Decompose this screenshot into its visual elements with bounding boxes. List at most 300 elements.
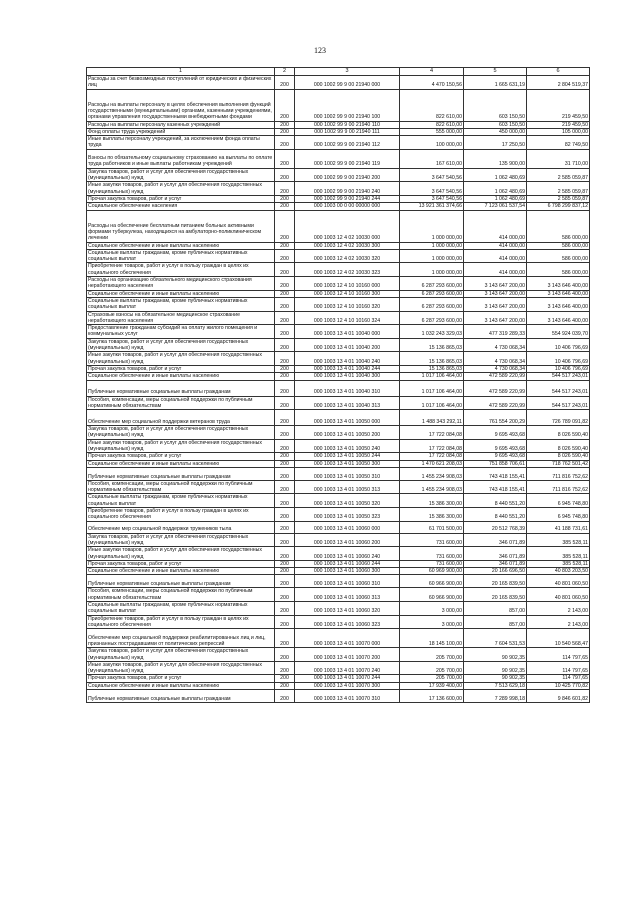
line-code-cell: 200 [275, 575, 295, 588]
unexecuted-amount-cell: 2 585 059,87 [527, 182, 590, 196]
table-row [87, 203, 590, 210]
unexecuted-amount-cell: 114 797,65 [527, 648, 590, 662]
approved-amount-cell: 731 600,00 [400, 533, 464, 547]
table-row [87, 249, 590, 263]
executed-amount-cell: 7 289 998,18 [464, 690, 527, 703]
classification-code-cell: 000 1002 99 9 00 21940 000 [295, 76, 400, 90]
executed-amount-cell: 743 418 155,41 [464, 467, 527, 480]
approved-amount-cell: 15 136 865,03 [400, 338, 464, 352]
budget-execution-table [86, 67, 590, 703]
approved-amount-cell: 1 000 000,00 [400, 242, 464, 249]
line-code-cell: 200 [275, 249, 295, 263]
classification-code-cell: 000 1003 13 4 01 10070 200 [295, 648, 400, 662]
approved-amount-cell: 3 647 540,56 [400, 195, 464, 202]
executed-amount-cell: 857,00 [464, 602, 527, 616]
row-name-cell: Социальные выплаты гражданам, кроме публичных нормативных социальных выплат [87, 602, 275, 616]
executed-amount-cell: 20 166 696,50 [464, 568, 527, 575]
approved-amount-cell: 6 287 293 600,00 [400, 311, 464, 325]
approved-amount-cell: 1 488 343 292,11 [400, 410, 464, 426]
approved-amount-cell: 167 610,00 [400, 149, 464, 168]
unexecuted-amount-cell: 586 000,00 [527, 242, 590, 249]
classification-code-cell: 000 1003 13 4 01 10060 300 [295, 568, 400, 575]
classification-code-cell: 000 1003 13 4 01 10050 313 [295, 480, 400, 494]
line-code-cell: 200 [275, 453, 295, 460]
executed-amount-cell: 414 000,00 [464, 249, 527, 263]
approved-amount-cell: 6 287 293 600,00 [400, 290, 464, 297]
line-code-cell: 200 [275, 168, 295, 182]
approved-amount-cell: 731 600,00 [400, 547, 464, 561]
approved-amount-cell: 731 600,00 [400, 560, 464, 567]
approved-amount-cell: 205 700,00 [400, 661, 464, 675]
line-code-cell: 200 [275, 76, 295, 90]
line-code-cell: 200 [275, 467, 295, 480]
executed-amount-cell: 414 000,00 [464, 242, 527, 249]
table-row [87, 533, 590, 547]
table-row [87, 128, 590, 135]
classification-code-cell: 000 1002 99 9 00 21940 200 [295, 168, 400, 182]
line-code-cell: 200 [275, 242, 295, 249]
approved-amount-cell: 3 000,00 [400, 615, 464, 629]
table-row [87, 521, 590, 533]
table-row [87, 439, 590, 453]
approved-amount-cell: 1 000 000,00 [400, 210, 464, 242]
table-row [87, 629, 590, 648]
line-code-cell: 200 [275, 508, 295, 522]
classification-code-cell: 000 1003 13 4 01 10060 313 [295, 588, 400, 602]
classification-code-cell: 000 1003 13 4 01 10070 300 [295, 682, 400, 689]
executed-amount-cell: 4 730 068,34 [464, 365, 527, 372]
approved-amount-cell: 60 966 900,00 [400, 588, 464, 602]
line-code-cell: 200 [275, 182, 295, 196]
table-row [87, 568, 590, 575]
executed-amount-cell: 761 554 200,29 [464, 410, 527, 426]
unexecuted-amount-cell: 114 797,65 [527, 661, 590, 675]
classification-code-cell: 000 1003 13 4 01 10040 313 [295, 396, 400, 410]
approved-amount-cell: 60 966 900,00 [400, 575, 464, 588]
executed-amount-cell: 135 900,00 [464, 149, 527, 168]
row-name-cell: Приобретение товаров, работ и услуг в пользу граждан в целях их социального обеспечения [87, 263, 275, 277]
table-row [87, 508, 590, 522]
approved-amount-cell: 205 700,00 [400, 648, 464, 662]
row-name-cell: Прочая закупка товаров, работ и услуг [87, 560, 275, 567]
row-name-cell: Социальное обеспечение и иные выплаты населению [87, 460, 275, 467]
table-row [87, 426, 590, 440]
approved-amount-cell: 17 939 400,00 [400, 682, 464, 689]
line-code-cell: 200 [275, 338, 295, 352]
column-number-row [87, 68, 590, 76]
column-number-cell: 3 [295, 68, 400, 76]
line-code-cell: 200 [275, 615, 295, 629]
unexecuted-amount-cell: 711 816 752,62 [527, 467, 590, 480]
unexecuted-amount-cell: 82 749,50 [527, 136, 590, 150]
line-code-cell: 200 [275, 380, 295, 396]
line-code-cell: 200 [275, 203, 295, 210]
line-code-cell: 200 [275, 588, 295, 602]
table-row [87, 373, 590, 380]
executed-amount-cell: 20 165 839,50 [464, 588, 527, 602]
executed-amount-cell: 4 730 068,34 [464, 338, 527, 352]
table-row [87, 602, 590, 616]
classification-code-cell: 000 1003 12 4 10 10160 300 [295, 290, 400, 297]
classification-code-cell: 000 1003 13 4 01 10050 200 [295, 426, 400, 440]
row-name-cell: Социальное обеспечение и иные выплаты населению [87, 290, 275, 297]
approved-amount-cell: 1 000 000,00 [400, 263, 464, 277]
row-name-cell: Расходы на организацию обязательного медицинского страхования неработающего населения [87, 277, 275, 291]
line-code-cell: 200 [275, 277, 295, 291]
table-row [87, 690, 590, 703]
table-row [87, 210, 590, 242]
unexecuted-amount-cell: 219 459,50 [527, 89, 590, 121]
table-row [87, 682, 590, 689]
classification-code-cell: 000 1003 13 4 01 10060 240 [295, 547, 400, 561]
executed-amount-cell: 7 513 629,18 [464, 682, 527, 689]
line-code-cell: 200 [275, 121, 295, 128]
approved-amount-cell: 1 455 234 908,03 [400, 480, 464, 494]
classification-code-cell: 000 1003 13 4 01 10070 240 [295, 661, 400, 675]
classification-code-cell: 000 1003 12 4 10 10160 324 [295, 311, 400, 325]
unexecuted-amount-cell: 8 026 590,40 [527, 439, 590, 453]
line-code-cell: 200 [275, 365, 295, 372]
unexecuted-amount-cell: 554 924 039,70 [527, 325, 590, 339]
classification-code-cell: 000 1002 99 9 00 21940 244 [295, 195, 400, 202]
unexecuted-amount-cell: 718 762 501,42 [527, 460, 590, 467]
unexecuted-amount-cell: 544 517 243,01 [527, 380, 590, 396]
approved-amount-cell: 17 722 084,08 [400, 453, 464, 460]
line-code-cell: 200 [275, 195, 295, 202]
table-row [87, 365, 590, 372]
classification-code-cell: 000 1002 99 9 00 21940 100 [295, 89, 400, 121]
approved-amount-cell: 1 017 106 464,00 [400, 373, 464, 380]
executed-amount-cell: 472 589 220,99 [464, 380, 527, 396]
executed-amount-cell: 9 695 493,68 [464, 439, 527, 453]
approved-amount-cell: 100 000,00 [400, 136, 464, 150]
row-name-cell: Социальные выплаты гражданам, кроме публичных нормативных социальных выплат [87, 297, 275, 311]
table-row [87, 547, 590, 561]
executed-amount-cell: 603 150,50 [464, 121, 527, 128]
approved-amount-cell: 555 000,00 [400, 128, 464, 135]
table-row [87, 297, 590, 311]
approved-amount-cell: 6 287 293 600,00 [400, 297, 464, 311]
executed-amount-cell: 1 062 480,69 [464, 168, 527, 182]
line-code-cell: 200 [275, 149, 295, 168]
classification-code-cell: 000 1003 13 4 01 10050 240 [295, 439, 400, 453]
row-name-cell: Публичные нормативные социальные выплаты гражданам [87, 380, 275, 396]
unexecuted-amount-cell: 6 945 748,80 [527, 494, 590, 508]
unexecuted-amount-cell: 6 945 748,80 [527, 508, 590, 522]
line-code-cell: 200 [275, 352, 295, 366]
unexecuted-amount-cell: 114 797,65 [527, 675, 590, 682]
approved-amount-cell: 3 647 540,56 [400, 182, 464, 196]
row-name-cell: Социальное обеспечение и иные выплаты населению [87, 682, 275, 689]
approved-amount-cell: 13 921 361 374,66 [400, 203, 464, 210]
classification-code-cell: 000 1003 13 4 01 10050 320 [295, 494, 400, 508]
approved-amount-cell: 15 136 865,03 [400, 365, 464, 372]
unexecuted-amount-cell: 3 143 646 400,00 [527, 297, 590, 311]
unexecuted-amount-cell: 544 517 243,01 [527, 373, 590, 380]
row-name-cell: Приобретение товаров, работ и услуг в пользу граждан в целях их социального обеспечения [87, 508, 275, 522]
table-row [87, 195, 590, 202]
classification-code-cell: 000 1003 12 4 02 10030 000 [295, 210, 400, 242]
line-code-cell: 200 [275, 568, 295, 575]
table-row [87, 149, 590, 168]
unexecuted-amount-cell: 586 000,00 [527, 210, 590, 242]
executed-amount-cell: 346 071,89 [464, 560, 527, 567]
row-name-cell: Иные закупки товаров, работ и услуг для обеспечения государственных (муниципальных) нужд [87, 661, 275, 675]
approved-amount-cell: 822 610,00 [400, 121, 464, 128]
row-name-cell: Прочая закупка товаров, работ и услуг [87, 675, 275, 682]
executed-amount-cell: 4 730 068,34 [464, 352, 527, 366]
row-name-cell: Фонд оплаты труда учреждений [87, 128, 275, 135]
table-row [87, 480, 590, 494]
unexecuted-amount-cell: 8 026 590,40 [527, 453, 590, 460]
executed-amount-cell: 8 440 551,20 [464, 508, 527, 522]
unexecuted-amount-cell: 105 000,00 [527, 128, 590, 135]
unexecuted-amount-cell: 3 143 646 400,00 [527, 290, 590, 297]
unexecuted-amount-cell: 2 804 519,37 [527, 76, 590, 90]
row-name-cell: Прочая закупка товаров, работ и услуг [87, 453, 275, 460]
approved-amount-cell: 60 969 900,00 [400, 568, 464, 575]
row-name-cell: Иные закупки товаров, работ и услуг для обеспечения государственных (муниципальных) нужд [87, 182, 275, 196]
executed-amount-cell: 3 143 647 200,00 [464, 311, 527, 325]
executed-amount-cell: 9 695 493,68 [464, 453, 527, 460]
executed-amount-cell: 9 695 493,68 [464, 426, 527, 440]
unexecuted-amount-cell: 10 406 796,69 [527, 365, 590, 372]
unexecuted-amount-cell: 726 789 091,82 [527, 410, 590, 426]
table-row [87, 615, 590, 629]
unexecuted-amount-cell: 544 517 243,01 [527, 396, 590, 410]
unexecuted-amount-cell: 385 528,11 [527, 560, 590, 567]
table-row [87, 242, 590, 249]
row-name-cell: Публичные нормативные социальные выплаты гражданам [87, 467, 275, 480]
classification-code-cell: 000 1003 12 4 02 10030 323 [295, 263, 400, 277]
line-code-cell: 200 [275, 439, 295, 453]
row-name-cell: Закупка товаров, работ и услуг для обеспечения государственных (муниципальных) нужд [87, 648, 275, 662]
unexecuted-amount-cell: 40 801 060,50 [527, 588, 590, 602]
executed-amount-cell: 603 150,50 [464, 89, 527, 121]
table-row [87, 277, 590, 291]
table-row [87, 380, 590, 396]
approved-amount-cell: 6 287 293 600,00 [400, 277, 464, 291]
table-row [87, 76, 590, 90]
table-row [87, 352, 590, 366]
row-name-cell: Иные закупки товаров, работ и услуг для обеспечения государственных (муниципальных) нужд [87, 439, 275, 453]
executed-amount-cell: 414 000,00 [464, 263, 527, 277]
column-number-cell: 1 [87, 68, 275, 76]
table-row [87, 136, 590, 150]
row-name-cell: Социальное обеспечение и иные выплаты населению [87, 568, 275, 575]
line-code-cell: 200 [275, 629, 295, 648]
table-row [87, 311, 590, 325]
approved-amount-cell: 205 700,00 [400, 675, 464, 682]
unexecuted-amount-cell: 711 816 752,62 [527, 480, 590, 494]
unexecuted-amount-cell: 6 798 299 837,12 [527, 203, 590, 210]
line-code-cell: 200 [275, 373, 295, 380]
unexecuted-amount-cell: 10 406 796,69 [527, 352, 590, 366]
row-name-cell: Взносы по обязательному социальному страхованию на выплаты по оплате труда работников и иные выплаты работникам учреждений [87, 149, 275, 168]
table-row [87, 182, 590, 196]
unexecuted-amount-cell: 3 143 646 400,00 [527, 311, 590, 325]
line-code-cell: 200 [275, 690, 295, 703]
row-name-cell: Социальные выплаты гражданам, кроме публичных нормативных социальных выплат [87, 249, 275, 263]
approved-amount-cell: 17 136 600,00 [400, 690, 464, 703]
approved-amount-cell: 3 000,00 [400, 602, 464, 616]
column-number-cell: 2 [275, 68, 295, 76]
unexecuted-amount-cell: 40 801 060,50 [527, 575, 590, 588]
unexecuted-amount-cell: 9 846 601,82 [527, 690, 590, 703]
executed-amount-cell: 477 319 289,33 [464, 325, 527, 339]
table-row [87, 396, 590, 410]
executed-amount-cell: 90 902,35 [464, 675, 527, 682]
table-row [87, 648, 590, 662]
approved-amount-cell: 15 386 300,00 [400, 494, 464, 508]
unexecuted-amount-cell: 219 459,50 [527, 121, 590, 128]
approved-amount-cell: 3 647 540,56 [400, 168, 464, 182]
line-code-cell: 200 [275, 533, 295, 547]
row-name-cell: Закупка товаров, работ и услуг для обеспечения государственных (муниципальных) нужд [87, 426, 275, 440]
classification-code-cell: 000 1002 99 9 00 21940 240 [295, 182, 400, 196]
classification-code-cell: 000 1003 13 4 01 10050 310 [295, 467, 400, 480]
row-name-cell: Социальное обеспечение населения [87, 203, 275, 210]
column-number-cell: 6 [527, 68, 590, 76]
unexecuted-amount-cell: 10 540 568,47 [527, 629, 590, 648]
classification-code-cell: 000 1002 99 9 00 21940 110 [295, 121, 400, 128]
row-name-cell: Предоставление гражданам субсидий на оплату жилого помещения и коммунальных услуг [87, 325, 275, 339]
executed-amount-cell: 20 165 839,50 [464, 575, 527, 588]
approved-amount-cell: 1 455 234 908,03 [400, 467, 464, 480]
table-row [87, 290, 590, 297]
table-row [87, 263, 590, 277]
executed-amount-cell: 3 143 647 200,00 [464, 297, 527, 311]
row-name-cell: Расходы за счет безвозмездных поступлений от юридических и физических лиц [87, 76, 275, 90]
line-code-cell: 200 [275, 521, 295, 533]
classification-code-cell: 000 1003 12 4 02 10030 320 [295, 249, 400, 263]
row-name-cell: Обеспечение мер социальной поддержки ветеранов труда [87, 410, 275, 426]
row-name-cell: Прочая закупка товаров, работ и услуг [87, 365, 275, 372]
approved-amount-cell: 15 136 865,03 [400, 352, 464, 366]
classification-code-cell: 000 1003 13 4 01 10070 000 [295, 629, 400, 648]
table-row [87, 588, 590, 602]
approved-amount-cell: 1 032 243 329,03 [400, 325, 464, 339]
line-code-cell: 200 [275, 297, 295, 311]
row-name-cell: Пособия, компенсации, меры социальной поддержки по публичным нормативным обязательствам [87, 396, 275, 410]
line-code-cell: 200 [275, 602, 295, 616]
classification-code-cell: 000 1003 13 4 01 10050 000 [295, 410, 400, 426]
row-name-cell: Обеспечение мер социальной поддержки тружеников тыла [87, 521, 275, 533]
unexecuted-amount-cell: 385 528,11 [527, 533, 590, 547]
classification-code-cell: 000 1003 13 4 01 10060 323 [295, 615, 400, 629]
classification-code-cell: 000 1003 13 4 01 10040 244 [295, 365, 400, 372]
table-row [87, 661, 590, 675]
unexecuted-amount-cell: 10 425 770,82 [527, 682, 590, 689]
row-name-cell: Расходы на выплаты персоналу в целях обеспечения выполнения функций государственными (муниципальными) органами, казенными учреждениями, органами управления государственными внебюджетными фондами [87, 89, 275, 121]
executed-amount-cell: 450 000,00 [464, 128, 527, 135]
classification-code-cell: 000 1003 13 4 01 10040 240 [295, 352, 400, 366]
classification-code-cell: 000 1003 13 4 01 10050 300 [295, 460, 400, 467]
classification-code-cell: 000 1002 99 9 00 21940 119 [295, 149, 400, 168]
executed-amount-cell: 857,00 [464, 615, 527, 629]
line-code-cell: 200 [275, 494, 295, 508]
classification-code-cell: 000 1003 12 4 10 10160 000 [295, 277, 400, 291]
unexecuted-amount-cell: 3 143 646 400,00 [527, 277, 590, 291]
table-row [87, 575, 590, 588]
unexecuted-amount-cell: 586 000,00 [527, 249, 590, 263]
executed-amount-cell: 472 589 220,99 [464, 396, 527, 410]
executed-amount-cell: 7 123 061 537,54 [464, 203, 527, 210]
approved-amount-cell: 61 701 500,00 [400, 521, 464, 533]
line-code-cell: 200 [275, 290, 295, 297]
row-name-cell: Пособия, компенсации, меры социальной поддержки по публичным нормативным обязательствам [87, 588, 275, 602]
row-name-cell: Страховые взносы на обязательное медицинское страхование неработающего населения [87, 311, 275, 325]
line-code-cell: 200 [275, 128, 295, 135]
executed-amount-cell: 7 604 531,53 [464, 629, 527, 648]
line-code-cell: 200 [275, 460, 295, 467]
line-code-cell: 200 [275, 560, 295, 567]
unexecuted-amount-cell: 586 000,00 [527, 263, 590, 277]
row-name-cell: Обеспечение мер социальной поддержки реабилитированных лиц и лиц, признанных пострадавшими от политических репрессий [87, 629, 275, 648]
classification-code-cell: 000 1003 13 4 01 10050 323 [295, 508, 400, 522]
approved-amount-cell: 1 000 000,00 [400, 249, 464, 263]
executed-amount-cell: 346 071,89 [464, 533, 527, 547]
table-row [87, 121, 590, 128]
unexecuted-amount-cell: 40 803 203,50 [527, 568, 590, 575]
classification-code-cell: 000 1003 12 4 02 10030 300 [295, 242, 400, 249]
executed-amount-cell: 17 250,50 [464, 136, 527, 150]
executed-amount-cell: 751 858 706,61 [464, 460, 527, 467]
executed-amount-cell: 3 143 647 200,00 [464, 290, 527, 297]
row-name-cell: Закупка товаров, работ и услуг для обеспечения государственных (муниципальных) нужд [87, 168, 275, 182]
classification-code-cell: 000 1003 13 4 01 10040 310 [295, 380, 400, 396]
line-code-cell: 200 [275, 410, 295, 426]
column-number-cell: 4 [400, 68, 464, 76]
executed-amount-cell: 8 440 551,20 [464, 494, 527, 508]
unexecuted-amount-cell: 2 585 059,87 [527, 168, 590, 182]
executed-amount-cell: 1 062 480,69 [464, 182, 527, 196]
unexecuted-amount-cell: 8 026 590,40 [527, 426, 590, 440]
executed-amount-cell: 743 418 155,41 [464, 480, 527, 494]
classification-code-cell: 000 1003 13 4 01 10060 244 [295, 560, 400, 567]
classification-code-cell: 000 1003 13 4 01 10060 310 [295, 575, 400, 588]
classification-code-cell: 000 1003 13 4 01 10070 310 [295, 690, 400, 703]
unexecuted-amount-cell: 41 188 731,61 [527, 521, 590, 533]
line-code-cell: 200 [275, 426, 295, 440]
classification-code-cell: 000 1003 13 4 01 10040 200 [295, 338, 400, 352]
row-name-cell: Иные закупки товаров, работ и услуг для обеспечения государственных (муниципальных) нужд [87, 547, 275, 561]
approved-amount-cell: 17 722 084,08 [400, 426, 464, 440]
row-name-cell: Публичные нормативные социальные выплаты гражданам [87, 575, 275, 588]
line-code-cell: 200 [275, 311, 295, 325]
approved-amount-cell: 15 386 300,00 [400, 508, 464, 522]
line-code-cell: 200 [275, 675, 295, 682]
classification-code-cell: 000 1003 13 4 01 10040 000 [295, 325, 400, 339]
classification-code-cell: 000 1003 13 4 01 10050 244 [295, 453, 400, 460]
table-row [87, 89, 590, 121]
table-row [87, 168, 590, 182]
classification-code-cell: 000 1003 12 4 10 10160 320 [295, 297, 400, 311]
table-row [87, 460, 590, 467]
row-name-cell: Закупка товаров, работ и услуг для обеспечения государственных (муниципальных) нужд [87, 338, 275, 352]
row-name-cell: Прочая закупка товаров, работ и услуг [87, 195, 275, 202]
classification-code-cell: 000 1003 00 0 00 00000 000 [295, 203, 400, 210]
line-code-cell: 200 [275, 480, 295, 494]
table-row [87, 675, 590, 682]
line-code-cell: 200 [275, 547, 295, 561]
executed-amount-cell: 3 143 647 200,00 [464, 277, 527, 291]
line-code-cell: 200 [275, 396, 295, 410]
row-name-cell: Расходы на обеспечение бесплатным питанием больных активными формами туберкулеза, находящихся на амбулаторно-поликлиническом лечении [87, 210, 275, 242]
column-number-cell: 5 [464, 68, 527, 76]
executed-amount-cell: 1 062 480,69 [464, 195, 527, 202]
unexecuted-amount-cell: 31 710,00 [527, 149, 590, 168]
